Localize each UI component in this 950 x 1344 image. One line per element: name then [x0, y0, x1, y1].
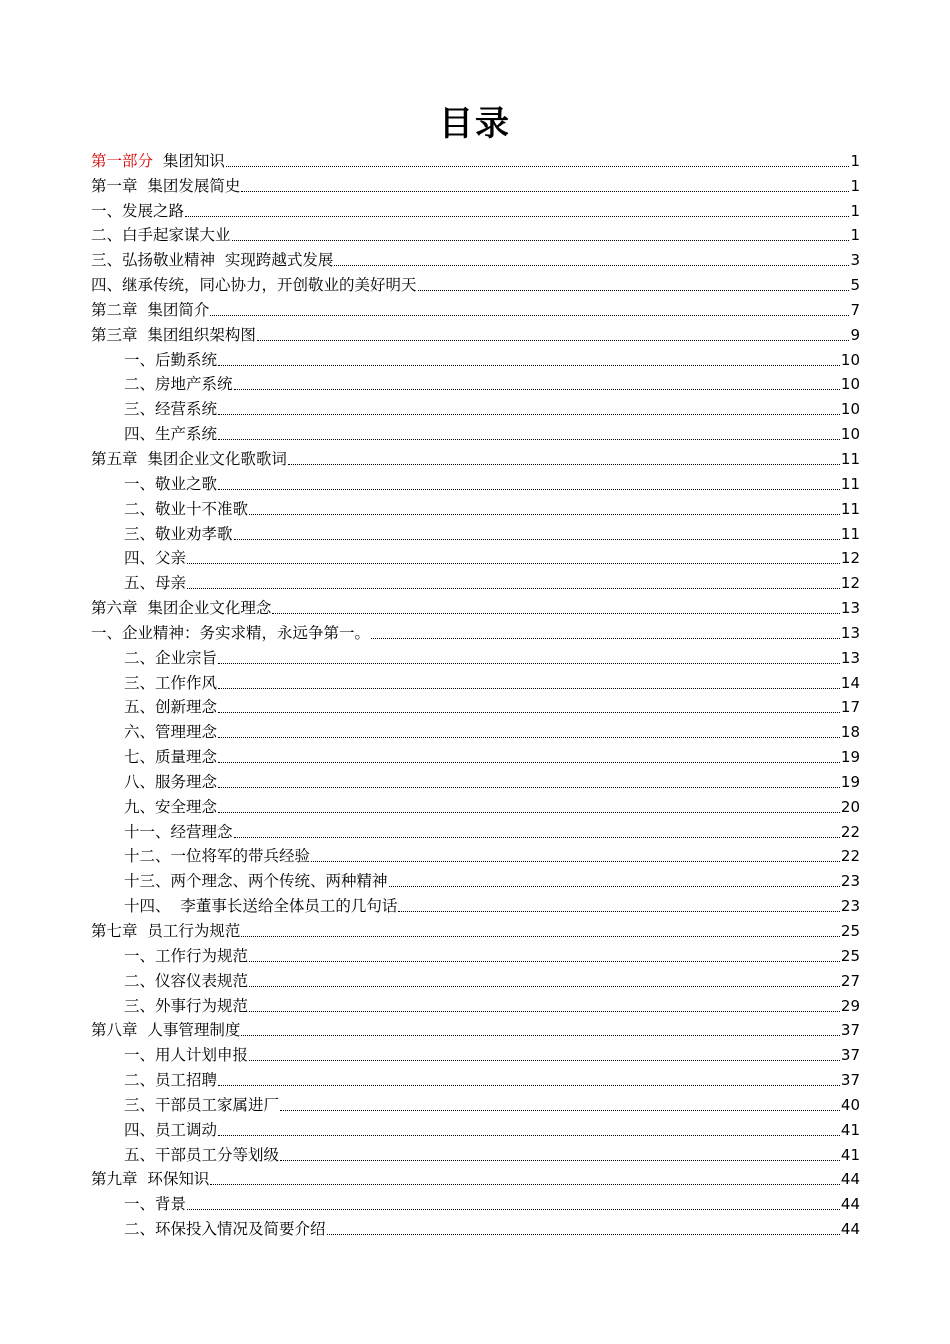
- dot-leader: [218, 1135, 840, 1136]
- toc-entry[interactable]: [91, 346, 860, 371]
- dot-leader: [398, 911, 840, 912]
- toc-page-number: 44: [840, 1195, 860, 1214]
- toc-entry[interactable]: [91, 992, 860, 1017]
- dot-leader: [187, 1209, 840, 1210]
- toc-entry[interactable]: [91, 321, 860, 346]
- dot-leader: [234, 837, 840, 838]
- toc-page-number: 1: [850, 151, 860, 170]
- dot-leader: [187, 588, 840, 589]
- toc-entry[interactable]: [91, 1116, 860, 1141]
- toc-entry[interactable]: [91, 1215, 860, 1240]
- dot-leader: [218, 414, 840, 415]
- toc-entry[interactable]: [91, 892, 860, 917]
- dot-leader: [232, 240, 850, 241]
- toc-label: 二、仪容仪表规范: [124, 971, 249, 990]
- toc-label: 三、经营系统: [124, 400, 218, 419]
- toc-page-number: 10: [840, 400, 860, 419]
- toc-label: 二、敬业十不准歌: [124, 499, 249, 518]
- toc-page-number: 27: [840, 971, 860, 990]
- toc-entry[interactable]: [91, 1166, 860, 1191]
- toc-label: 二、员工招聘: [124, 1071, 218, 1090]
- toc-entry[interactable]: [91, 569, 860, 594]
- dot-leader: [218, 737, 840, 738]
- toc-label: 八、服务理念: [124, 772, 218, 791]
- dot-leader: [210, 1184, 840, 1185]
- toc-page-number: 11: [840, 449, 860, 468]
- toc-entry[interactable]: [91, 147, 860, 172]
- dot-leader: [249, 961, 840, 962]
- toc-label: 四、父亲: [124, 549, 187, 568]
- dot-leader: [218, 439, 840, 440]
- toc-page-number: 1: [850, 201, 860, 220]
- toc-entry[interactable]: [91, 619, 860, 644]
- toc-page-number: 9: [850, 325, 860, 344]
- dot-leader: [389, 886, 840, 887]
- dot-leader: [187, 563, 840, 564]
- toc-entry[interactable]: [91, 867, 860, 892]
- toc-page-number: 44: [840, 1220, 860, 1239]
- toc-entry[interactable]: [91, 420, 860, 445]
- toc-label: 一、工作行为规范: [124, 946, 249, 965]
- dot-leader: [218, 787, 840, 788]
- toc-label: 十二、一位将军的带兵经验: [124, 847, 311, 866]
- toc-entry[interactable]: [91, 1190, 860, 1215]
- toc-page-number: 44: [840, 1170, 860, 1189]
- toc-label: 十三、两个理念、两个传统、两种精神: [124, 872, 388, 891]
- dot-leader: [288, 464, 840, 465]
- toc-label: 第九章 环保知识: [91, 1170, 210, 1189]
- toc-entry[interactable]: [91, 520, 860, 545]
- dot-leader: [249, 1011, 840, 1012]
- toc-entry[interactable]: [91, 1091, 860, 1116]
- dot-leader: [327, 1234, 840, 1235]
- dot-leader: [218, 663, 840, 664]
- dot-leader: [218, 489, 840, 490]
- toc-page-number: 20: [840, 797, 860, 816]
- toc-entry[interactable]: [91, 271, 860, 296]
- toc-label: 十四、 李董事长送给全体员工的几句话: [124, 897, 398, 916]
- toc-label: 三、干部员工家属进厂: [124, 1095, 280, 1114]
- toc-label: 五、创新理念: [124, 698, 218, 717]
- toc-label: 二、环保投入情况及简要介绍: [124, 1220, 326, 1239]
- toc-page-number: 13: [840, 648, 860, 667]
- toc-label: 三、工作作风: [124, 673, 218, 692]
- dot-leader: [371, 638, 840, 639]
- toc-entry[interactable]: [91, 644, 860, 669]
- toc-entry[interactable]: [91, 768, 860, 793]
- dot-leader: [234, 539, 840, 540]
- toc-page-number: 37: [840, 1021, 860, 1040]
- toc-label: 六、管理理念: [124, 723, 218, 742]
- toc-page-number: 17: [840, 698, 860, 717]
- toc-page-number: 7: [850, 300, 860, 319]
- toc-entry[interactable]: [91, 1017, 860, 1042]
- toc-page-number: 40: [840, 1095, 860, 1114]
- toc-label: 二、白手起家谋大业: [91, 226, 231, 245]
- toc-entry[interactable]: [91, 246, 860, 271]
- toc-page-number: 5: [850, 276, 860, 295]
- toc-label: 三、弘扬敬业精神 实现跨越式发展: [91, 251, 334, 270]
- toc-entry[interactable]: [91, 1141, 860, 1166]
- toc-label: 十一、经营理念: [124, 822, 233, 841]
- toc-entry[interactable]: [91, 1041, 860, 1066]
- toc-label: 七、质量理念: [124, 748, 218, 767]
- toc-page-number: 18: [840, 723, 860, 742]
- toc-label: 三、敬业劝孝歌: [124, 524, 233, 543]
- toc-page-number: 1: [850, 226, 860, 245]
- toc-label: 九、安全理念: [124, 797, 218, 816]
- toc-entry[interactable]: [91, 967, 860, 992]
- toc-entry[interactable]: [91, 818, 860, 843]
- toc-page-number: 19: [840, 748, 860, 767]
- dot-leader: [241, 936, 840, 937]
- toc-label: 第五章 集团企业文化歌歌词: [91, 449, 287, 468]
- toc-entry[interactable]: [91, 172, 860, 197]
- toc-entry[interactable]: [91, 395, 860, 420]
- toc-entry[interactable]: [91, 371, 860, 396]
- toc-label: 三、外事行为规范: [124, 996, 249, 1015]
- dot-leader: [218, 712, 840, 713]
- dot-leader: [334, 265, 849, 266]
- toc-label: 第六章 集团企业文化理念: [91, 599, 272, 618]
- toc-page-number: 22: [840, 847, 860, 866]
- toc-entry[interactable]: [91, 843, 860, 868]
- dot-leader: [249, 986, 840, 987]
- toc-page-number: 12: [840, 574, 860, 593]
- dot-leader: [234, 389, 840, 390]
- toc-entry[interactable]: [91, 197, 860, 222]
- toc-entry[interactable]: [91, 942, 860, 967]
- toc-page-number: 22: [840, 822, 860, 841]
- dot-leader: [249, 514, 840, 515]
- toc-label: 二、房地产系统: [124, 375, 233, 394]
- toc-label: 第二章 集团简介: [91, 300, 210, 319]
- toc-page-number: 11: [840, 474, 860, 493]
- toc-entry[interactable]: [91, 694, 860, 719]
- dot-leader: [280, 1160, 840, 1161]
- toc-page-number: 3: [850, 251, 860, 270]
- toc-entry[interactable]: [91, 495, 860, 520]
- dot-leader: [218, 762, 840, 763]
- toc-page-number: 41: [840, 1120, 860, 1139]
- toc-entry[interactable]: [91, 743, 860, 768]
- toc-page-number: 11: [840, 499, 860, 518]
- toc-label: 四、员工调动: [124, 1120, 218, 1139]
- toc-page-number: 14: [840, 673, 860, 692]
- dot-leader: [280, 1110, 840, 1111]
- dot-leader: [218, 365, 840, 366]
- toc-page-number: 1: [850, 176, 860, 195]
- toc-label: 四、继承传统，同心协力，开创敬业的美好明天: [91, 276, 417, 295]
- toc-label: 一、企业精神：务实求精，永远争第一。: [91, 623, 371, 642]
- dot-leader: [218, 812, 840, 813]
- toc-page-number: 12: [840, 549, 860, 568]
- toc-part-title: 集团知识: [153, 151, 225, 170]
- toc-entry[interactable]: [91, 445, 860, 470]
- dot-leader: [241, 191, 849, 192]
- toc-label: 二、企业宗旨: [124, 648, 218, 667]
- dot-leader: [257, 340, 850, 341]
- toc-entry[interactable]: [91, 917, 860, 942]
- dot-leader: [226, 166, 850, 167]
- toc-page-number: 11: [840, 524, 860, 543]
- toc-entry[interactable]: [91, 296, 860, 321]
- toc-entry[interactable]: [91, 545, 860, 570]
- dot-leader: [218, 688, 840, 689]
- toc-label: 一、发展之路: [91, 201, 185, 220]
- toc-label: 一、用人计划申报: [124, 1046, 249, 1065]
- toc-page-number: 25: [840, 946, 860, 965]
- dot-leader: [249, 1060, 840, 1061]
- toc-label: 第七章 员工行为规范: [91, 922, 241, 940]
- toc-page-number: 25: [840, 922, 860, 940]
- toc-part-label: 第一部分: [91, 151, 154, 170]
- toc-page-number: 10: [840, 425, 860, 444]
- toc-entry[interactable]: [91, 594, 860, 619]
- toc-label: 一、敬业之歌: [124, 474, 218, 493]
- dot-leader: [418, 290, 850, 291]
- toc-entry[interactable]: [91, 1066, 860, 1091]
- toc-entry[interactable]: [91, 222, 860, 247]
- dot-leader: [185, 216, 849, 217]
- toc-label: 一、背景: [124, 1195, 187, 1214]
- toc-label: 第三章 集团组织架构图: [91, 325, 256, 344]
- toc-page-number: 37: [840, 1071, 860, 1090]
- toc-label: 第一章 集团发展简史: [91, 176, 241, 195]
- table-of-contents: [91, 147, 860, 1240]
- toc-page-number: 13: [840, 599, 860, 618]
- toc-page-number: 23: [840, 897, 860, 916]
- toc-label: 五、母亲: [124, 574, 187, 593]
- toc-label: 五、干部员工分等划级: [124, 1145, 280, 1164]
- toc-label: 四、生产系统: [124, 425, 218, 444]
- dot-leader: [218, 1085, 840, 1086]
- page-title: 目录: [439, 104, 511, 144]
- toc-page-number: 19: [840, 772, 860, 791]
- toc-page-number: 37: [840, 1046, 860, 1065]
- toc-label: 一、后勤系统: [124, 350, 218, 369]
- toc-entry[interactable]: [91, 470, 860, 495]
- toc-page-number: 41: [840, 1145, 860, 1164]
- toc-page-number: 29: [840, 996, 860, 1015]
- toc-page-number: 23: [840, 872, 860, 891]
- toc-page-number: 10: [840, 350, 860, 369]
- dot-leader: [210, 315, 849, 316]
- dot-leader: [311, 861, 840, 862]
- toc-label: 第八章 人事管理制度: [91, 1021, 241, 1040]
- toc-page-number: 13: [840, 623, 860, 642]
- toc-entry[interactable]: [91, 793, 860, 818]
- dot-leader: [272, 613, 840, 614]
- toc-entry[interactable]: [91, 718, 860, 743]
- dot-leader: [241, 1035, 840, 1036]
- toc-page-number: 10: [840, 375, 860, 394]
- toc-entry[interactable]: [91, 669, 860, 694]
